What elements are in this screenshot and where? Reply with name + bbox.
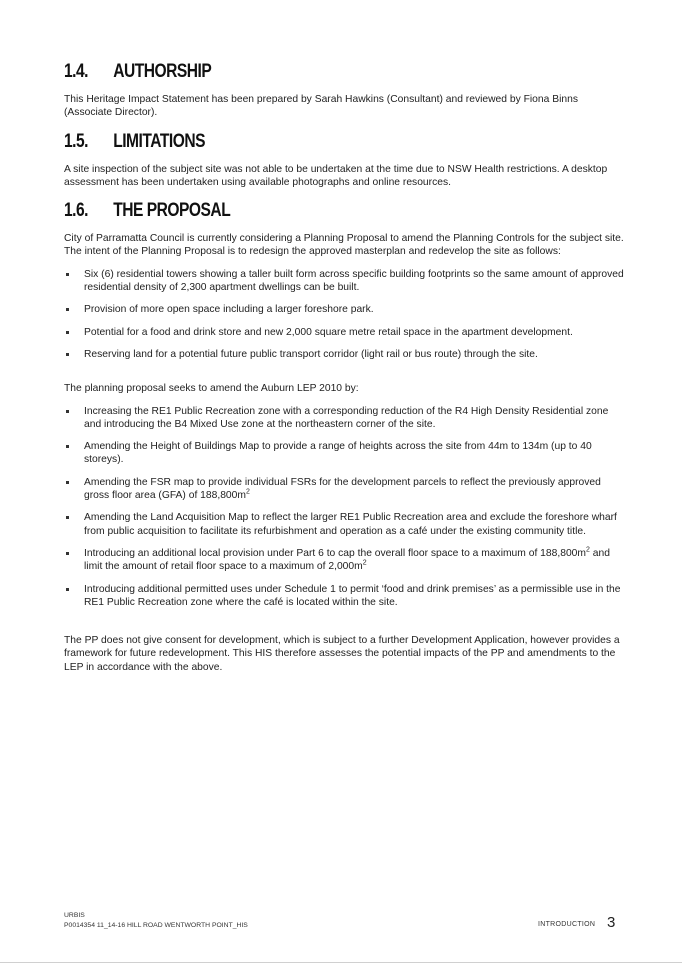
superscript: 2 <box>245 488 250 496</box>
amendment-bullet-list <box>64 405 624 610</box>
bullet-marker <box>66 481 69 484</box>
section-heading-authorship <box>64 60 523 84</box>
footer-section-label: INTRODUCTION <box>538 921 596 928</box>
list-item-text: Amending the FSR map to provide individual FSRs for the development parcels to reflect the previously approved gross floor area (GFA) of 188,800m <box>84 476 601 502</box>
list-item <box>64 405 624 432</box>
bullet-marker <box>66 308 69 311</box>
list-item <box>64 476 624 503</box>
section-heading-proposal <box>64 199 523 223</box>
closing-paragraph: The PP does not give consent for development, which is subject to a further Development Application, however provides a framework for future redevelopment. This HIS therefore assesses the potential impacts of the PP and amendments to the LEP in accordance with the above. <box>64 635 620 673</box>
page-bottom-divider <box>0 962 682 963</box>
list-item-text: Amending the Height of Buildings Map to provide a range of heights across the site from 44m to 134m (up to 40 storeys). <box>84 441 592 466</box>
list-item <box>64 268 624 295</box>
bullet-marker <box>66 273 69 276</box>
proposal-intro-paragraph: City of Parramatta Council is currently considering a Planning Proposal to amend the Planning Controls for the subject site. The intent of the Planning Proposal is to redesign the approved masterplan and redevelop the site as follows: <box>64 233 624 258</box>
limitations-paragraph: A site inspection of the subject site was not able to be undertaken at the time due to NSW Health restrictions. A desktop assessment has been undertaken using available photographs and online resources. <box>64 163 608 188</box>
bullet-marker <box>66 445 69 448</box>
section-number: 1.6. <box>64 200 89 222</box>
authorship-paragraph: This Heritage Impact Statement has been prepared by Sarah Hawkins (Consultant) and reviewed by Fiona Binns (Associate Director). <box>64 94 578 119</box>
proposal-bullet-list <box>64 268 624 361</box>
list-item-text: Potential for a food and drink store and new 2,000 square metre retail space in the apartment development. <box>84 326 573 338</box>
section-heading-limitations <box>64 130 523 154</box>
section-title: AUTHORSHIP <box>113 61 212 82</box>
bullet-marker <box>66 410 69 413</box>
list-item <box>64 547 624 574</box>
bullet-marker <box>66 331 69 334</box>
footer-company: URBIS <box>64 912 85 919</box>
list-item-text: and limit the amount of retail floor space to a maximum of 2,000m <box>84 547 610 573</box>
section-title: THE PROPOSAL <box>113 200 231 222</box>
page-number: 3 <box>607 914 616 931</box>
bullet-marker <box>66 353 69 356</box>
superscript: 2 <box>585 546 590 554</box>
amend-intro-paragraph: The planning proposal seeks to amend the Auburn LEP 2010 by: <box>64 383 359 395</box>
list-item-text: Introducing additional permitted uses under Schedule 1 to permit ‘food and drink premises’ as a permissible use in the RE1 Public Recreation zone where the café is located within the site. <box>84 583 621 608</box>
superscript: 2 <box>362 559 367 567</box>
bullet-marker <box>66 516 69 519</box>
list-item <box>64 440 624 467</box>
page-content <box>64 60 624 674</box>
list-item <box>64 303 624 316</box>
list-item-text: Six (6) residential towers showing a taller built form across specific building footprints so the same amount of approved residential density of 2,300 apartment dwellings can be built. <box>84 268 624 294</box>
section-number: 1.5. <box>64 130 89 152</box>
section-number: 1.4. <box>64 61 89 82</box>
list-item <box>64 583 624 610</box>
bullet-marker <box>66 552 69 555</box>
list-item-text: Introducing an additional local provision under Part 6 to cap the overall floor space to a maximum of 188,800m <box>84 547 586 559</box>
section-title: LIMITATIONS <box>113 130 206 152</box>
list-item-text: Reserving land for a potential future public transport corridor (light rail or bus route) through the site. <box>84 348 538 360</box>
list-item-text: Increasing the RE1 Public Recreation zone with a corresponding reduction of the R4 High Density Residential zone and introducing the B4 Mixed Use zone at the northeastern corner of the site. <box>84 405 609 430</box>
list-item <box>64 511 624 538</box>
list-item-text: Amending the Land Acquisition Map to reflect the larger RE1 Public Recreation area and exclude the foreshore wharf from public acquisition to facilitate its refurbishment and operation as a café under the existing community title. <box>84 512 617 537</box>
list-item <box>64 348 624 361</box>
footer-left <box>64 911 248 931</box>
list-item <box>64 326 624 339</box>
footer-doc-ref: P0014354 11_14-16 HILL ROAD WENTWORTH POINT_HIS <box>64 922 248 929</box>
list-item-text: Provision of more open space including a larger foreshore park. <box>84 304 374 316</box>
bullet-marker <box>66 588 69 591</box>
